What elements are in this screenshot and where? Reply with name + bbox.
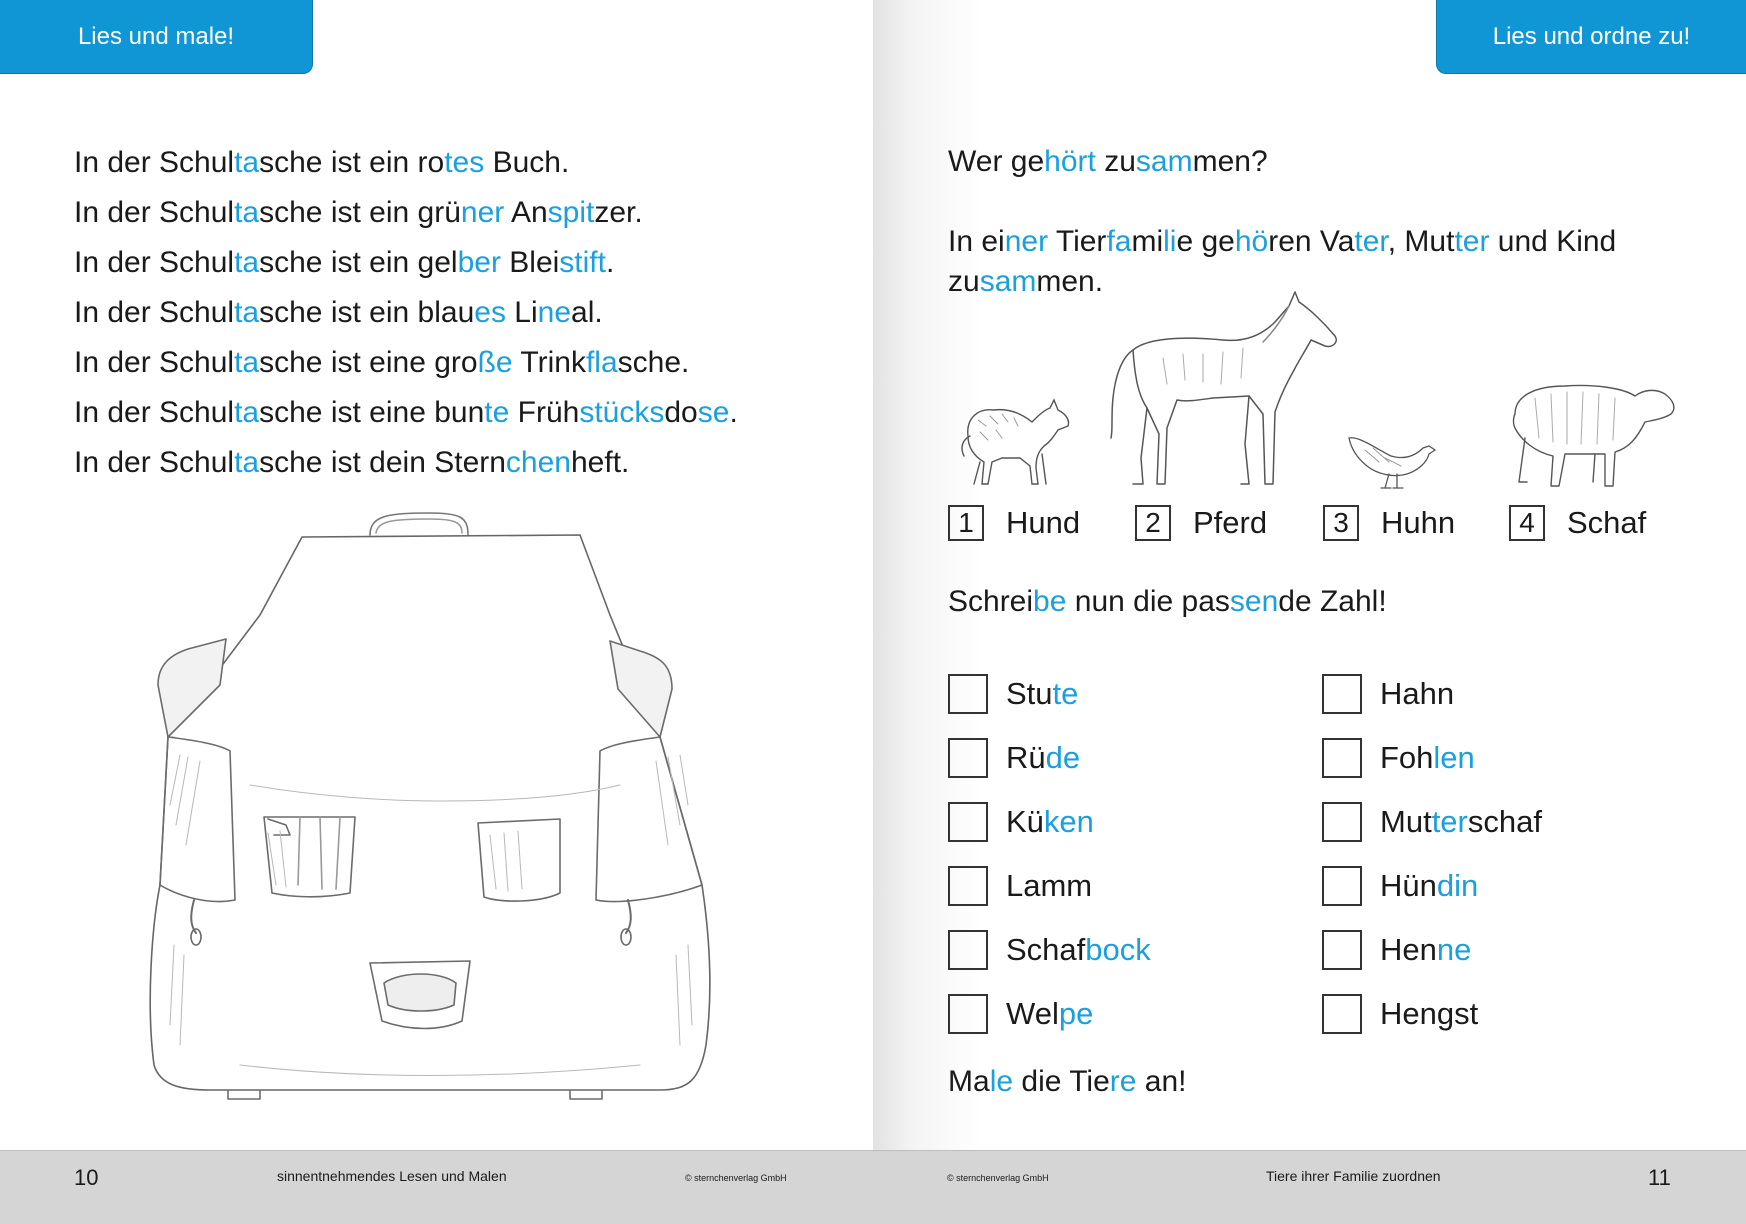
sentence-6: In der Schultasche ist eine bunte Frühstücksdose. [74, 396, 738, 429]
options-right-column [1322, 662, 1542, 1046]
highlighted-syllable: hö [1234, 225, 1269, 258]
highlighted-syllable: re [1109, 1065, 1137, 1098]
highlighted-syllable: sen [1229, 585, 1279, 618]
animal-label-4 [1509, 504, 1646, 542]
option-schafbock [948, 918, 1151, 982]
option-label: Küken [1006, 804, 1094, 839]
highlighted-syllable: li [1163, 225, 1177, 258]
left-page-tab: Lies und male! [0, 0, 313, 74]
highlighted-syllable: ken [1043, 804, 1094, 839]
page-number: 11 [1648, 1165, 1671, 1190]
option-hahn [1322, 662, 1542, 726]
answer-checkbox[interactable] [1322, 930, 1362, 970]
highlighted-syllable: ße [477, 346, 513, 379]
option-label: Mutterschaf [1380, 804, 1542, 839]
sentence-3: In der Schultasche ist ein gelber Bleistift. [74, 246, 615, 279]
option-label: Henne [1380, 932, 1472, 967]
closing-instruction: Male die Tiere an! [948, 1065, 1187, 1098]
sentence-list [74, 138, 738, 488]
schoolbag-drawing[interactable] [140, 505, 730, 1105]
animal-name: Pferd [1193, 505, 1268, 540]
answer-checkbox[interactable] [1322, 738, 1362, 778]
option-label: Welpe [1006, 996, 1094, 1031]
option-fohlen [1322, 726, 1542, 790]
dog-drawing[interactable] [958, 396, 1078, 492]
sentence-5: In der Schultasche ist eine große Trinkflasche. [74, 346, 690, 379]
option-label: Fohlen [1380, 740, 1475, 775]
highlighted-syllable: ter [1454, 225, 1490, 258]
instruction-text: Schreibe nun die passende Zahl! [948, 585, 1387, 618]
option-hengst [1322, 982, 1542, 1046]
question-heading: Wer gehört zusammen? [948, 145, 1268, 178]
animal-name: Hund [1006, 505, 1081, 540]
highlighted-syllable: spit [547, 196, 595, 229]
publisher-credit: © sternchenverlag GmbH [685, 1173, 787, 1183]
chicken-drawing[interactable] [1345, 428, 1441, 492]
highlighted-syllable: len [1433, 740, 1475, 775]
option-henne [1322, 918, 1542, 982]
number-box: 2 [1135, 505, 1171, 541]
highlighted-syllable: te [484, 396, 510, 429]
highlighted-syllable: ner [1004, 225, 1049, 258]
left-footer [0, 1150, 873, 1224]
option-ruede [948, 726, 1151, 790]
answer-checkbox[interactable] [948, 802, 988, 842]
animal-label-2 [1135, 504, 1267, 542]
highlighted-syllable: sam [979, 265, 1037, 298]
highlighted-syllable: stift [559, 246, 606, 279]
option-lamm [948, 854, 1151, 918]
highlighted-syllable: hört [1044, 145, 1096, 178]
option-huendin [1322, 854, 1542, 918]
footer-caption: sinnentnehmendes Lesen und Malen [277, 1168, 507, 1184]
option-label: Rüde [1006, 740, 1081, 775]
footer-caption: Tiere ihrer Familie zuordnen [1266, 1168, 1441, 1184]
animal-name: Schaf [1567, 505, 1647, 540]
highlighted-syllable: ta [234, 146, 260, 179]
option-mutterschaf [1322, 790, 1542, 854]
highlighted-syllable: ter [1354, 225, 1388, 258]
highlighted-syllable: tes [444, 146, 485, 179]
highlighted-syllable: ne [1436, 932, 1472, 967]
option-label: Stute [1006, 676, 1079, 711]
option-label: Hengst [1380, 996, 1479, 1031]
highlighted-syllable: ta [234, 346, 260, 379]
option-label: Hündin [1380, 868, 1479, 903]
highlighted-syllable: pe [1058, 996, 1094, 1031]
answer-checkbox[interactable] [948, 866, 988, 906]
intro-line-1: In einer Tierfamilie gehören Vater, Mutter und Kind [948, 225, 1617, 258]
highlighted-syllable: chen [505, 446, 571, 479]
option-label: Lamm [1006, 868, 1093, 903]
sentence-1: In der Schultasche ist ein rotes Buch. [74, 146, 570, 179]
option-welpe [948, 982, 1151, 1046]
answer-checkbox[interactable] [1322, 866, 1362, 906]
option-stute [948, 662, 1151, 726]
page-number: 10 [74, 1165, 99, 1190]
highlighted-syllable: fla [585, 346, 618, 379]
answer-checkbox[interactable] [1322, 674, 1362, 714]
sentence-2: In der Schultasche ist ein grüner Anspitzer. [74, 196, 643, 229]
right-page [873, 0, 1746, 1224]
highlighted-syllable: ner [460, 196, 505, 229]
highlighted-syllable: din [1436, 868, 1479, 903]
highlighted-syllable: te [1052, 676, 1079, 711]
option-kueken [948, 790, 1151, 854]
right-footer [873, 1150, 1746, 1224]
highlighted-syllable: be [1033, 585, 1067, 618]
option-label: Hahn [1380, 676, 1455, 711]
highlighted-syllable: ta [234, 396, 260, 429]
highlighted-syllable: ta [234, 246, 260, 279]
highlighted-syllable: de [1045, 740, 1081, 775]
sheep-drawing[interactable] [1505, 378, 1677, 490]
number-box: 4 [1509, 505, 1545, 541]
highlighted-syllable: se [697, 396, 730, 429]
highlighted-syllable: le [989, 1065, 1014, 1098]
highlighted-syllable: stücks [579, 396, 665, 429]
answer-checkbox[interactable] [1322, 802, 1362, 842]
intro-line-2: zusammen. [948, 265, 1104, 298]
answer-checkbox[interactable] [948, 738, 988, 778]
options-left-column [948, 662, 1151, 1046]
answer-checkbox[interactable] [948, 674, 988, 714]
right-page-tab: Lies und ordne zu! [1436, 0, 1746, 74]
highlighted-syllable: ta [234, 296, 260, 329]
number-box: 3 [1323, 505, 1359, 541]
highlighted-syllable: sam [1135, 145, 1193, 178]
horse-drawing[interactable] [1103, 288, 1341, 494]
sentence-4: In der Schultasche ist ein blaues Lineal. [74, 296, 603, 329]
highlighted-syllable: ta [234, 446, 260, 479]
answer-checkbox[interactable] [948, 994, 988, 1034]
highlighted-syllable: bock [1085, 932, 1151, 967]
highlighted-syllable: ber [457, 246, 501, 279]
animal-label-1 [948, 504, 1080, 542]
answer-checkbox[interactable] [1322, 994, 1362, 1034]
highlighted-syllable: ter [1431, 804, 1468, 839]
sentence-7: In der Schultasche ist dein Sternchenheft. [74, 446, 630, 479]
highlighted-syllable: ne [537, 296, 572, 329]
highlighted-syllable: fa [1106, 225, 1132, 258]
publisher-credit: © sternchenverlag GmbH [947, 1173, 1049, 1183]
number-box: 1 [948, 505, 984, 541]
animal-name: Huhn [1381, 505, 1456, 540]
highlighted-syllable: es [474, 296, 506, 329]
animal-label-3 [1323, 504, 1455, 542]
answer-checkbox[interactable] [948, 930, 988, 970]
option-label: Schafbock [1006, 932, 1151, 967]
highlighted-syllable: ta [234, 196, 260, 229]
